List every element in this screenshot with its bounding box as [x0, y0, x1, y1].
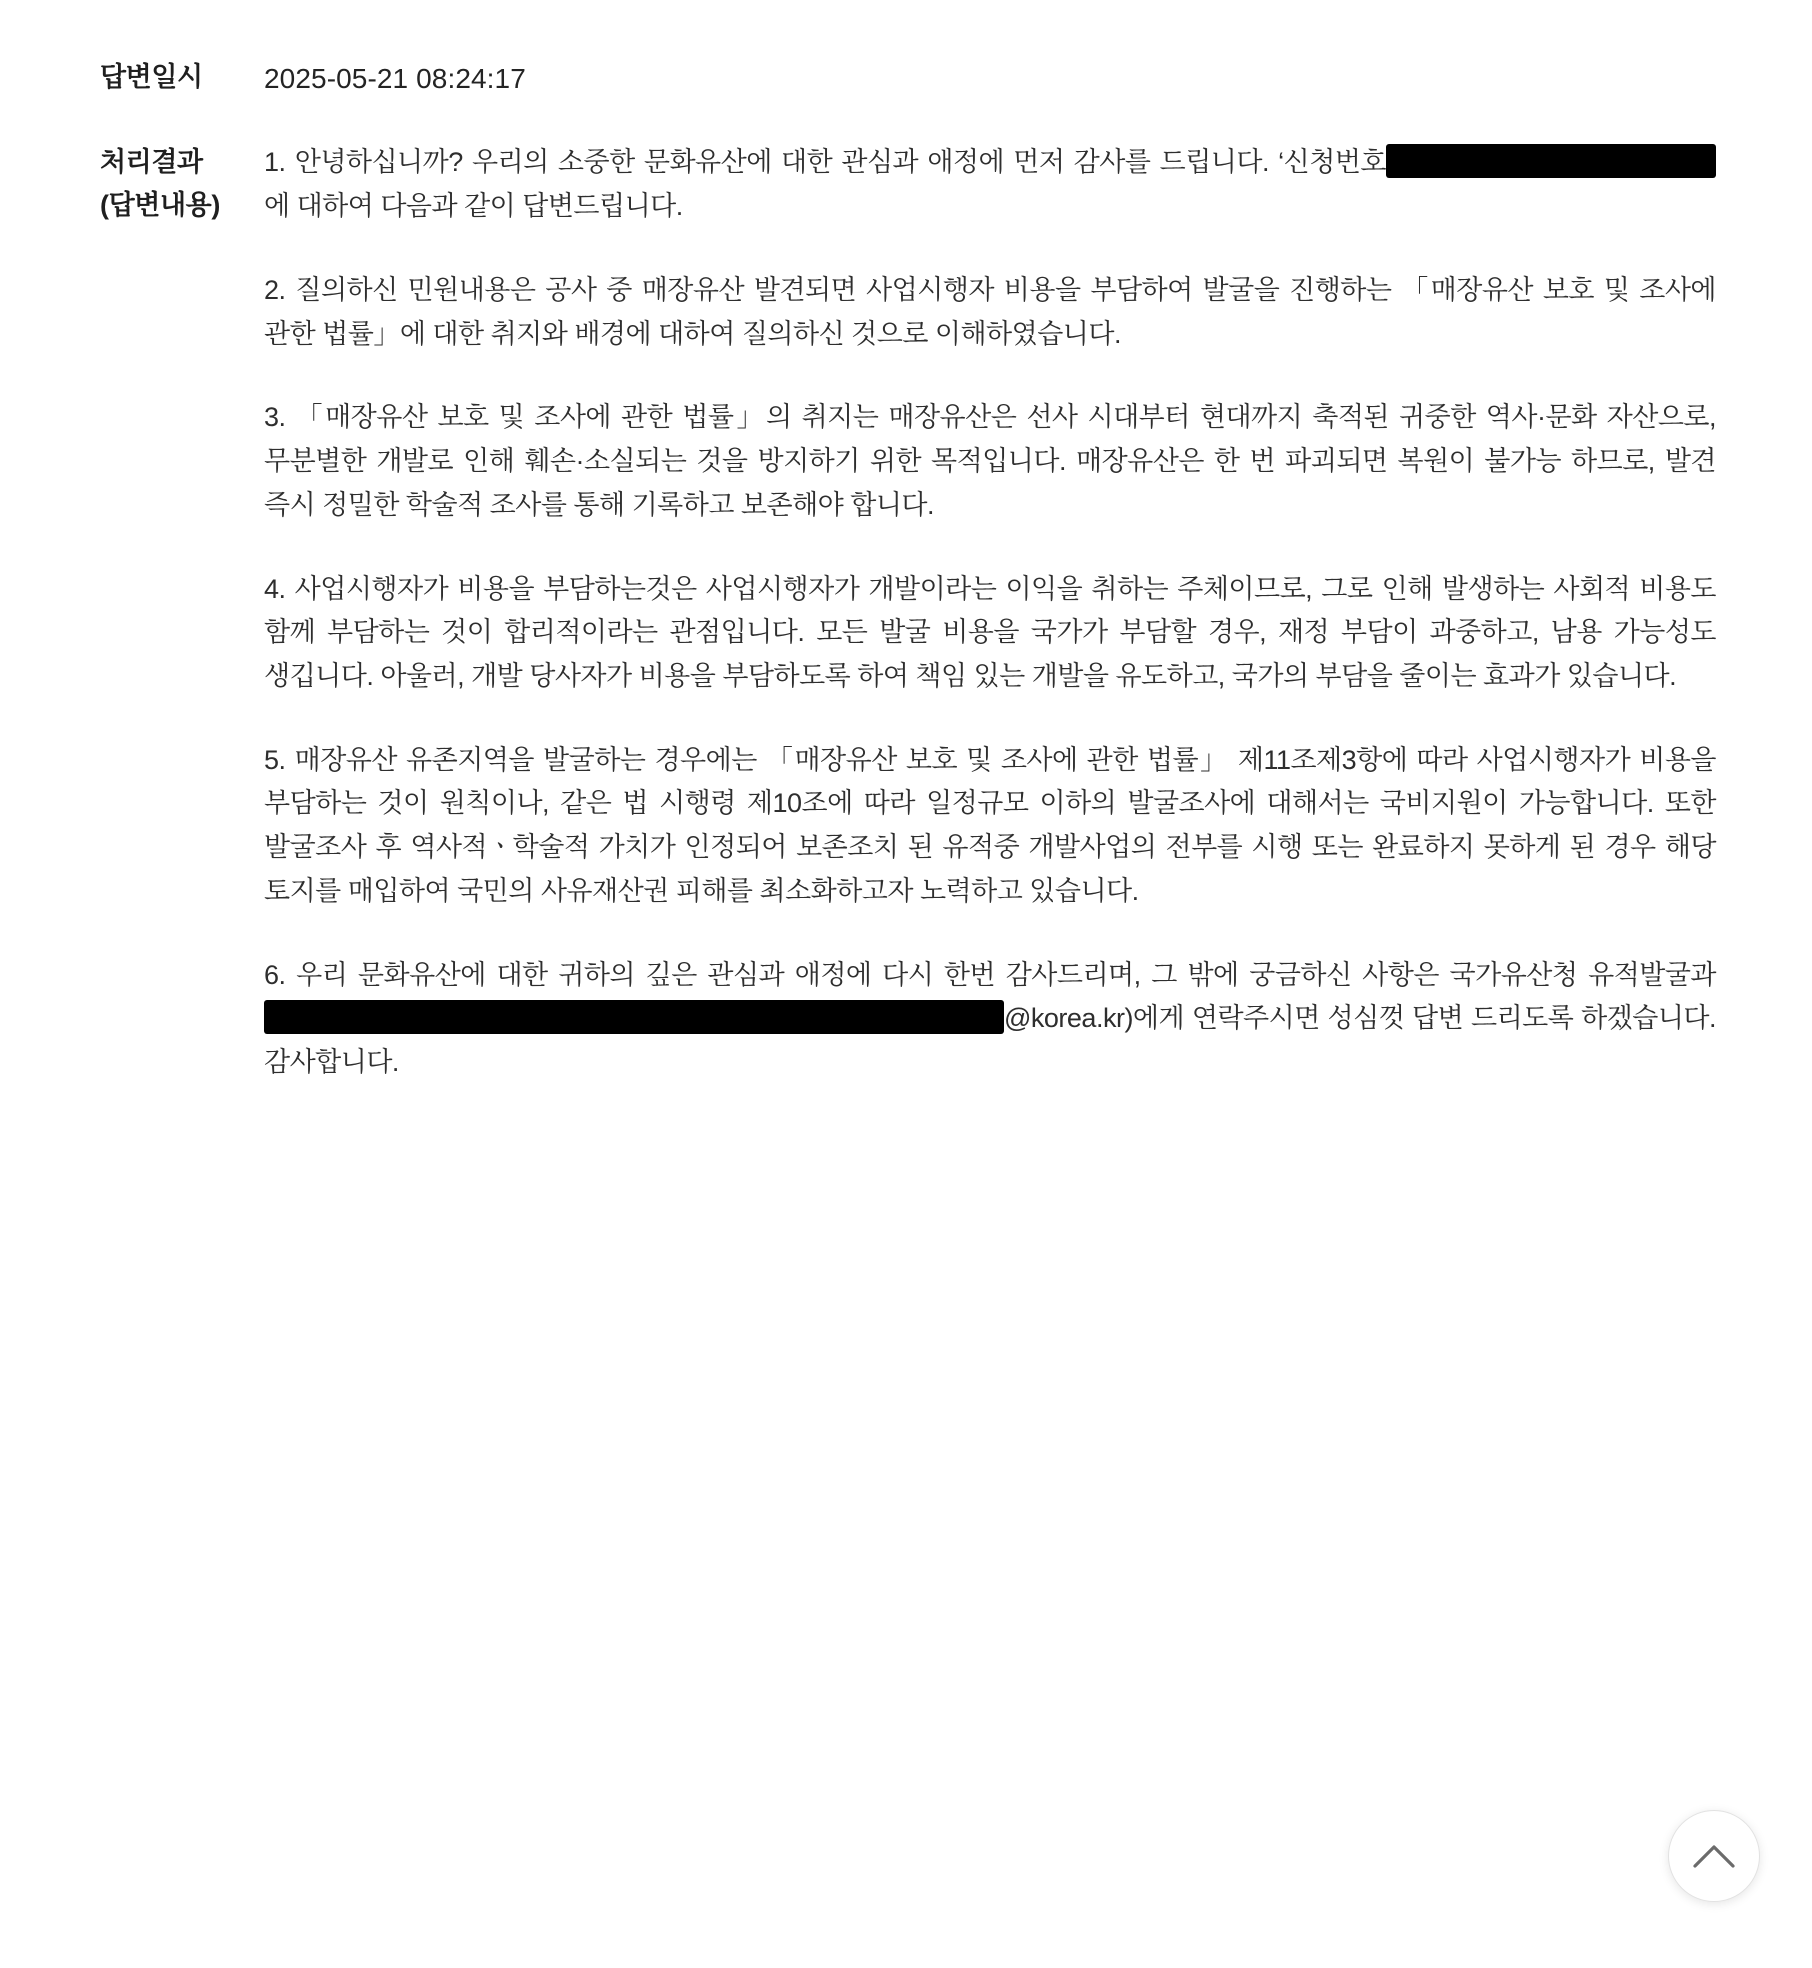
paragraph-1-text-after: 에 대하여 다음과 같이 답변드립니다.: [264, 191, 683, 222]
answer-content-body: [264, 141, 1812, 1084]
redaction-bar-contact-info: [264, 1000, 1004, 1034]
field-row-answer-content: [0, 141, 1812, 1084]
field-label-answer-content: [0, 141, 264, 226]
answer-paragraph-2: 2. 질의하신 민원내용은 공사 중 매장유산 발견되면 사업시행자 비용을 부담하여 발굴을 진행하는 「매장유산 보호 및 조사에 관한 법률」에 대한 취지와 배경에 대하여 질의하신 것으로 이해하였습니다.: [264, 274, 1716, 349]
chevron-up-icon: [1692, 1842, 1736, 1870]
redaction-bar-application-number: [1386, 144, 1716, 178]
field-label-text: 답변일시: [100, 62, 203, 92]
field-label-answer-datetime: [0, 56, 264, 99]
paragraph-6-text-before: 6. 우리 문화유산에 대한 귀하의 깊은 관심과 애정에 다시 한번 감사드리며, 그 밖에 궁금하신 사항은 국가유산청 유적발굴과: [264, 959, 1716, 990]
field-label-subtext: (답변내용): [100, 190, 220, 221]
scroll-to-top-button[interactable]: [1668, 1810, 1760, 1902]
answer-paragraph-5: 5. 매장유산 유존지역을 발굴하는 경우에는 「매장유산 보호 및 조사에 관한 법률」 제11조제3항에 따라 사업시행자가 비용을 부담하는 것이 원칙이나, 같은 법 시행령 제10조에 따라 일정규모 이하의 발굴조사에 대해서는 국비지원이 가능합니다. 또한 발굴조사 후 역사적ㆍ학술적 가치가 인정되어 보존조치 된 유적중 개발사업의 전부를 시행 또는 완료하지 못하게 된 경우 해당 토지를 매입하여 국민의 사유재산권 피해를 최소화하고자 노력하고 있습니다.: [264, 744, 1716, 906]
answer-paragraph-1: [264, 141, 1716, 228]
answer-paragraph-6: [264, 954, 1716, 1085]
field-value-answer-datetime: 2025-05-21 08:24:17: [264, 63, 526, 94]
answer-paragraph-3: 3. 「매장유산 보호 및 조사에 관한 법률」의 취지는 매장유산은 선사 시대부터 현대까지 축적된 귀중한 역사·문화 자산으로, 무분별한 개발로 인해 훼손·소실되는 것을 방지하기 위한 목적입니다. 매장유산은 한 번 파괴되면 복원이 불가능 하므로, 발견 즉시 정밀한 학술적 조사를 통해 기록하고 보존해야 합니다.: [264, 402, 1716, 520]
answer-paragraph-4: 4. 사업시행자가 비용을 부담하는것은 사업시행자가 개발이라는 이익을 취하는 주체이므로, 그로 인해 발생하는 사회적 비용도 함께 부담하는 것이 합리적이라는 관점입니다. 모든 발굴 비용을 국가가 부담할 경우, 재정 부담이 과중하고, 남용 가능성도 생깁니다. 아울러, 개발 당사자가 비용을 부담하도록 하여 책임 있는 개발을 유도하고, 국가의 부담을 줄이는 효과가 있습니다.: [264, 573, 1716, 691]
paragraph-6-text-after: @korea.kr)에게 연락주시면 성심껏 답변 드리도록 하겠습니다. 감사합니다.: [264, 1003, 1716, 1078]
paragraph-1-text-before: 1. 안녕하십니까? 우리의 소중한 문화유산에 대한 관심과 애정에 먼저 감사를 드립니다. ‘신청번호: [264, 147, 1386, 178]
field-row-answer-datetime: [0, 56, 1812, 101]
field-label-text: 처리결과: [100, 147, 203, 178]
